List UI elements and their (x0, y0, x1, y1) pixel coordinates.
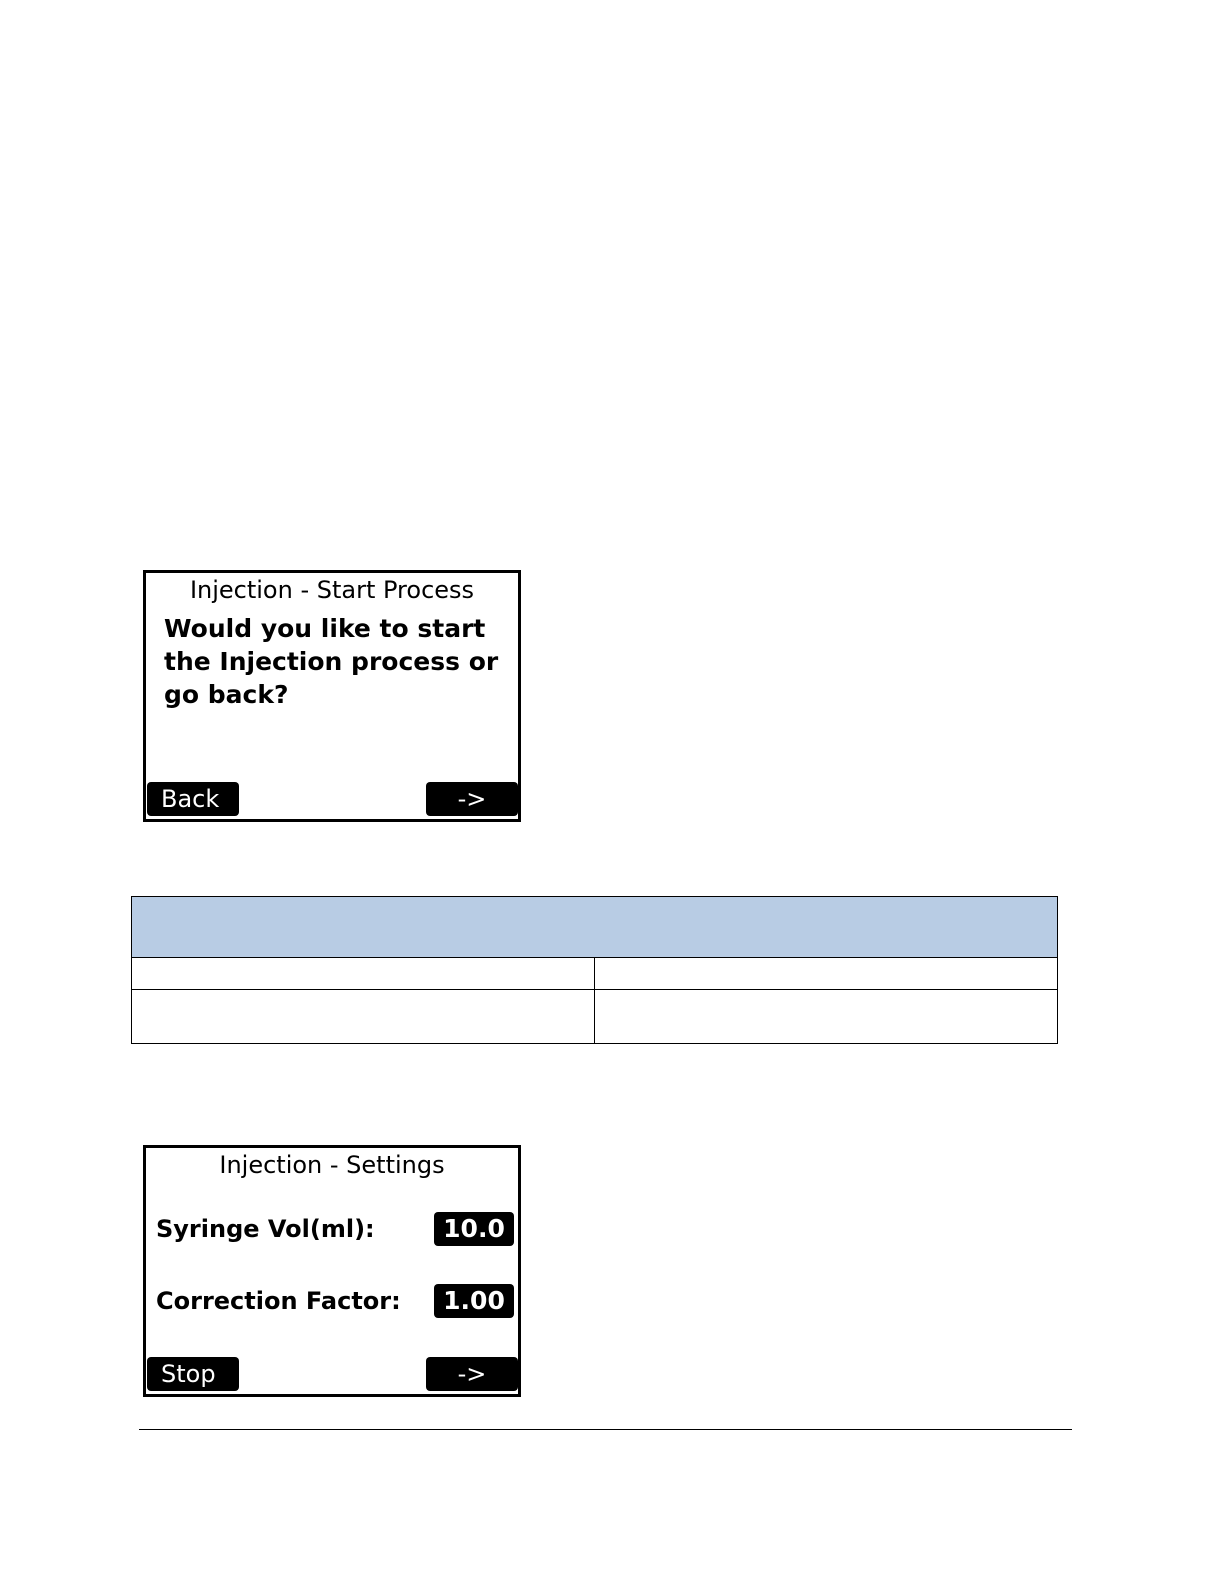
table-cell (595, 958, 1058, 990)
table-header-row (132, 897, 1058, 958)
table-row (132, 990, 1058, 1044)
table-cell (132, 990, 595, 1044)
next-button[interactable]: -> (426, 782, 518, 816)
correction-factor-field[interactable]: 1.00 (434, 1284, 514, 1318)
injection-settings-screen (143, 1145, 521, 1397)
correction-factor-label: Correction Factor: (156, 1287, 401, 1315)
table-header-cell (132, 897, 1058, 958)
back-button[interactable]: Back (147, 782, 239, 816)
footer-divider (139, 1429, 1072, 1430)
start-process-screen (143, 570, 521, 822)
table-row (132, 958, 1058, 990)
table-cell (595, 990, 1058, 1044)
screen-title: Injection - Settings (219, 1151, 445, 1179)
screen-title: Injection - Start Process (189, 576, 475, 604)
screen-message: Would you like to start the Injection process or go back? (164, 614, 499, 709)
next-button[interactable]: -> (426, 1357, 518, 1391)
syringe-volume-label: Syringe Vol(ml): (156, 1215, 375, 1243)
table-cell (132, 958, 595, 990)
stop-button[interactable]: Stop (147, 1357, 239, 1391)
info-table (131, 896, 1058, 1044)
syringe-volume-field[interactable]: 10.0 (434, 1212, 514, 1246)
